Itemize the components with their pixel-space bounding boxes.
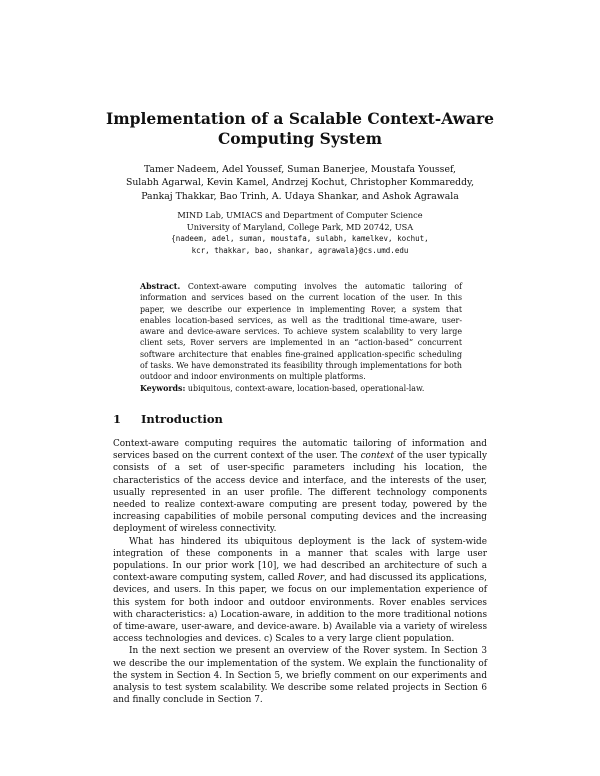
email-line: {nadeem, adel, suman, moustafa, sulabh, kamelkev, kochut, — [171, 234, 429, 244]
section-title: Introduction — [141, 412, 223, 426]
section-heading — [113, 412, 223, 426]
abstract-label: Abstract. — [140, 282, 181, 291]
affiliation-line: MIND Lab, UMIACS and Department of Computer Science — [177, 210, 423, 220]
section-number: 1 — [113, 412, 122, 426]
paragraph: What has hindered its ubiquitous deployment is the lack of system-wide integration of these components in a manner that scales with large user populations. In our prior work [10], we had described an architecture of such a context-aware computing system, called Rover, and had discussed its applications, devices, and users. In this paper, we focus on our implementation experience of this system for both indoor and outdoor environments. Rover enables services with characteristics: a) Location-aware, in addition to the more traditional notions of time-aware, user-aware, and device-aware. b) Available via a variety of wireless access technologies and devices. c) Scales to a very large client population. — [113, 536, 487, 645]
abstract — [140, 281, 462, 394]
paragraph: In the next section we present an overview of the Rover system. In Section 3 we describe the our implementation of the system. We explain the functionality of the system in Section 4. In Section 5, we briefly comment on our experiments and analysis to test system scalability. We describe some related projects in Section 6 and finally conclude in Section 7. — [113, 646, 487, 706]
keywords-text: ubiquitous, context-aware, location-based, operational-law. — [187, 383, 425, 393]
emphasis: Rover — [297, 573, 325, 584]
emphasis: context — [360, 451, 394, 462]
email-line: kcr, thakkar, bao, shankar, agrawala}@cs.umd.edu — [191, 246, 409, 256]
author-line: Sulabh Agarwal, Kevin Kamel, Andrzej Kochut, Christopher Kommareddy, — [125, 177, 475, 189]
title-line-1: Implementation of a Scalable Context-Aware — [105, 109, 495, 128]
author-line: Pankaj Thakkar, Bao Trinh, A. Udaya Shankar, and Ashok Agrawala — [141, 190, 459, 202]
title-line-2: Computing System — [217, 129, 383, 148]
author-line: Tamer Nadeem, Adel Youssef, Suman Banerjee, Moustafa Youssef, — [143, 164, 457, 175]
affiliation-line: University of Maryland, College Park, MD 20742, USA — [186, 221, 414, 232]
paragraph: Context-aware computing requires the automatic tailoring of information and services based on the current context of the user. The context of the user typically consists of a set of user-specific parameters including his location, the characteristics of the access device and interface, and the interests of the user, usually represented in an user profile. The different technology components needed to realize context-aware computing are present today, powered by the increasing capabilities of mobile personal computing devices and the increasing deployment of wireless connectivity. — [113, 439, 488, 535]
abstract-text: Context-aware computing involves the automatic tailoring of information and services based on the current location of the user. In this paper, we describe our experience in implementing Rover, a system that enables location-based services, as well as the traditional time-aware, user-aware and device-aware services. To achieve system scalability to very large client sets, Rover servers are implemented in an “action-based” concurrent software architecture that enables fine-grained application-specific scheduling of tasks. We have demonstrated its feasibility through implementations for both outdoor and indoor environments on multiple platforms. — [140, 282, 462, 382]
keywords-label: Keywords: — [140, 383, 186, 393]
affiliation-block — [100, 210, 500, 257]
paper-title — [100, 109, 500, 149]
author-list — [100, 163, 500, 203]
section-body — [113, 438, 487, 706]
